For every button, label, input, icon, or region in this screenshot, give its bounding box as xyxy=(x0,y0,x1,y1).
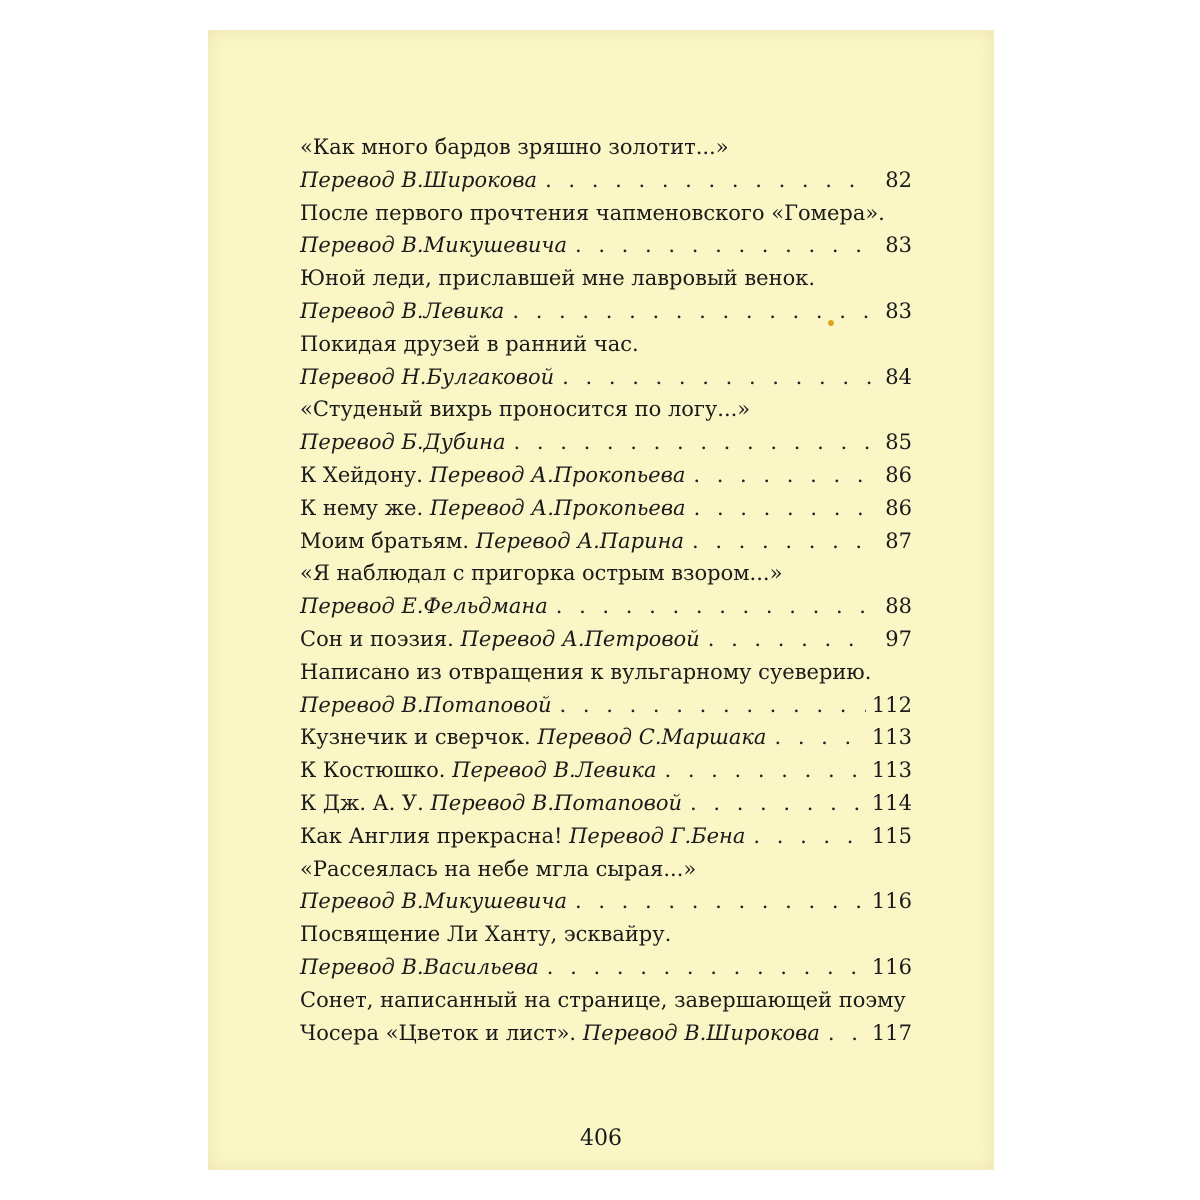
toc-page-number: 115 xyxy=(871,823,912,848)
toc-page-number: 86 xyxy=(885,462,912,487)
toc-line xyxy=(300,820,912,853)
toc-translator: Перевод В.Микушевича xyxy=(300,889,567,914)
toc-leader-dots xyxy=(774,721,865,754)
toc-line xyxy=(300,885,912,918)
toc-page-number: 116 xyxy=(871,954,912,979)
toc-line xyxy=(300,426,912,459)
toc-leader-dots xyxy=(708,623,872,656)
toc-title: «Я наблюдал с пригорка острым взором...» xyxy=(300,561,783,586)
toc-line xyxy=(300,853,912,886)
toc-leader-dots xyxy=(556,590,872,623)
toc-leader-dots xyxy=(512,295,872,328)
toc-line xyxy=(300,393,912,426)
toc-page-number: 117 xyxy=(871,1020,912,1045)
toc-line xyxy=(300,754,912,787)
toc-leader-dots xyxy=(560,689,866,722)
toc-translator: Перевод А.Петровой xyxy=(460,626,700,651)
toc-leader-dots xyxy=(664,754,865,787)
toc-leader-dots xyxy=(575,229,872,262)
toc-line xyxy=(300,262,912,295)
toc-translator: Перевод В.Микушевича xyxy=(300,233,567,258)
toc-leader-dots xyxy=(694,492,872,525)
toc-line xyxy=(300,951,912,984)
toc-line xyxy=(300,590,912,623)
toc-title: К Хейдону. xyxy=(300,462,423,487)
toc-translator: Перевод В.Широкова xyxy=(300,167,538,192)
toc-page-number: 84 xyxy=(885,364,912,389)
toc-page-number: 86 xyxy=(885,495,912,520)
toc-page-number: 114 xyxy=(871,790,912,815)
toc-page-number: 83 xyxy=(885,233,912,258)
toc-leader-dots xyxy=(562,361,872,394)
toc-line xyxy=(300,328,912,361)
toc-leader-dots xyxy=(575,885,866,918)
toc-title: После первого прочтения чапменовского «Гомера». xyxy=(300,200,885,225)
toc-translator: Перевод Е.Фельдмана xyxy=(300,594,548,619)
toc-page-number: 82 xyxy=(885,167,912,192)
toc-page-number: 113 xyxy=(871,758,912,783)
book-page xyxy=(208,30,994,1170)
toc-line xyxy=(300,721,912,754)
toc-translator: Перевод В.Потаповой xyxy=(430,790,682,815)
toc-page-number: 97 xyxy=(885,626,912,651)
toc-page-number: 87 xyxy=(885,528,912,553)
toc-title: К Костюшко. xyxy=(300,758,446,783)
toc-page-number: 83 xyxy=(885,298,912,323)
toc-line xyxy=(300,918,912,951)
toc-title: К нему же. xyxy=(300,495,424,520)
toc-title: Моим братьям. xyxy=(300,528,470,553)
toc-page-number: 112 xyxy=(871,692,912,717)
toc-line xyxy=(300,557,912,590)
toc-leader-dots xyxy=(514,426,872,459)
toc-line xyxy=(300,656,912,689)
toc-line xyxy=(300,525,912,558)
toc-title: «Рассеялась на небе мгла сырая...» xyxy=(300,856,697,881)
toc-title: Написано из отвращения к вульгарному суеверию. xyxy=(300,659,872,684)
toc-title: «Как много бардов зряшно золотит...» xyxy=(300,135,729,159)
toc-line xyxy=(300,295,912,328)
toc-leader-dots xyxy=(545,164,872,197)
toc-leader-dots xyxy=(547,951,866,984)
toc-line xyxy=(300,229,912,262)
toc-leader-dots xyxy=(692,525,872,558)
toc-title: Юной леди, приславшей мне лавровый венок. xyxy=(300,266,816,291)
toc-title: Чосера «Цветок и лист». xyxy=(300,1020,577,1045)
toc-line xyxy=(300,984,912,1017)
toc-translator: Перевод В.Левика xyxy=(300,298,505,323)
toc-leader-dots xyxy=(828,1017,866,1050)
toc-translator: Перевод В.Васильева xyxy=(300,954,539,979)
toc-page-number: 85 xyxy=(885,430,912,455)
toc-title: Как Англия прекрасна! xyxy=(300,823,563,848)
toc-title: К Дж. А. У. xyxy=(300,790,424,815)
toc-title: Сон и поэзия. xyxy=(300,626,454,651)
toc-translator: Перевод В.Широкова xyxy=(582,1020,820,1045)
toc-line xyxy=(300,492,912,525)
toc-page-number: 113 xyxy=(871,725,912,750)
toc-title: «Студеный вихрь проносится по логу...» xyxy=(300,397,751,422)
toc-translator: Перевод Б.Дубина xyxy=(300,430,506,455)
toc-translator: Перевод А.Прокопьева xyxy=(429,495,686,520)
toc-title: Сонет, написанный на странице, завершающей поэму xyxy=(300,987,906,1012)
toc-translator: Перевод А.Прокопьева xyxy=(429,462,686,487)
toc-line xyxy=(300,689,912,722)
toc-translator: Перевод Г.Бена xyxy=(569,823,746,848)
toc-line xyxy=(300,361,912,394)
table-of-contents xyxy=(300,131,912,1049)
toc-translator: Перевод А.Парина xyxy=(475,528,684,553)
toc-line xyxy=(300,623,912,656)
toc-leader-dots xyxy=(753,820,866,853)
toc-leader-dots xyxy=(690,787,866,820)
toc-title: Посвящение Ли Ханту, эсквайру. xyxy=(300,922,672,947)
toc-line xyxy=(300,1017,912,1050)
toc-line xyxy=(300,164,912,197)
toc-leader-dots xyxy=(693,459,872,492)
toc-translator: Перевод В.Левика xyxy=(452,758,657,783)
page-number: 406 xyxy=(580,1126,622,1151)
toc-title: Кузнечик и сверчок. xyxy=(300,725,531,750)
toc-translator: Перевод С.Маршака xyxy=(537,725,767,750)
toc-title: Покидая друзей в ранний час. xyxy=(300,331,639,356)
toc-line xyxy=(300,197,912,230)
toc-translator: Перевод Н.Булгаковой xyxy=(300,364,555,389)
toc-line xyxy=(300,787,912,820)
toc-line xyxy=(300,131,912,164)
toc-translator: Перевод В.Потаповой xyxy=(300,692,552,717)
toc-line xyxy=(300,459,912,492)
toc-page-number: 116 xyxy=(871,889,912,914)
toc-page-number: 88 xyxy=(885,594,912,619)
